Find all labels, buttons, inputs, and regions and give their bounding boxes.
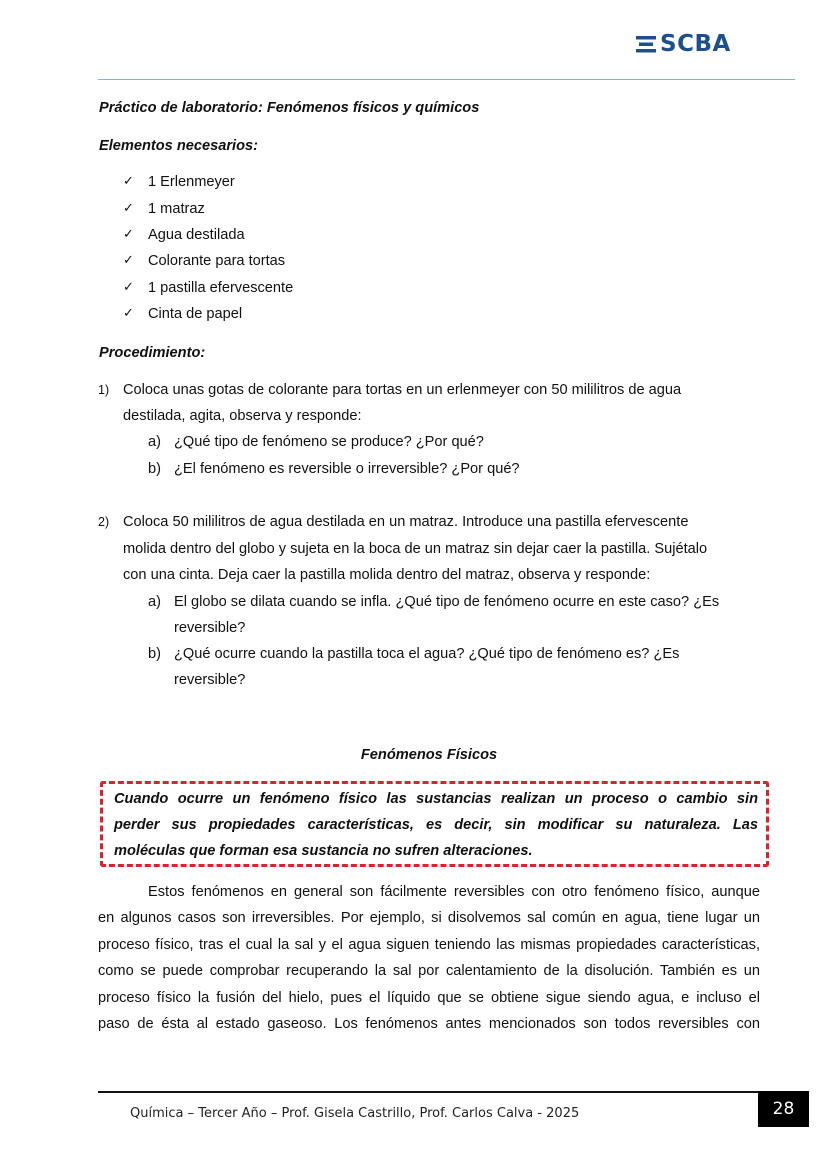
check-icon: ✓: [123, 280, 134, 295]
list-item-label: Cinta de papel: [148, 306, 243, 322]
list-item-label: Colorante para tortas: [148, 253, 286, 269]
check-icon: ✓: [123, 201, 134, 216]
footer-divider: [98, 1091, 758, 1093]
question-text: reversible?: [174, 672, 246, 688]
paragraph-line: como se puede comprobar recuperando la sal por calentamiento de la disolución. También es un: [98, 963, 760, 979]
definition-line: moléculas que forman esa sustancia no sufren alteraciones.: [114, 843, 533, 859]
materials-heading: Elementos necesarios:: [99, 138, 258, 154]
question-label: b): [148, 461, 161, 477]
paragraph-line: paso de ésta al estado gaseoso. Los fenómenos antes mencionados son todos reversibles con: [98, 1016, 760, 1032]
step-number: 1): [98, 383, 110, 397]
list-item-label: 1 pastilla efervescente: [148, 280, 294, 296]
step-text: Coloca 50 mililitros de agua destilada en un matraz. Introduce una pastilla efervescente: [123, 514, 689, 530]
step-number: 2): [98, 515, 110, 529]
question-label: b): [148, 646, 161, 662]
definition-line: Cuando ocurre un fenómeno físico las sustancias realizan un proceso o cambio sin: [114, 791, 758, 807]
list-item-label: 1 Erlenmeyer: [148, 174, 235, 190]
paragraph-line: proceso físico la fusión del hielo, pues el líquido que se obtiene sigue siendo agua, e incluso el: [98, 990, 760, 1006]
definition-line: perder sus propiedades características, es decir, sin modificar su naturaleza. Las: [114, 817, 758, 833]
step-text: destilada, agita, observa y responde:: [123, 408, 362, 424]
step-text: con una cinta. Deja caer la pastilla molida dentro del matraz, observa y responde:: [123, 567, 651, 583]
footer-text: Química – Tercer Año – Prof. Gisela Castrillo, Prof. Carlos Calva - 2025: [130, 1106, 580, 1121]
step-text: Coloca unas gotas de colorante para tortas en un erlenmeyer con 50 mililitros de agua: [123, 382, 682, 398]
check-icon: ✓: [123, 227, 134, 242]
paragraph-line: Estos fenómenos en general son fácilmente reversibles con otro fenómeno físico, aunque: [148, 884, 760, 900]
procedure-heading: Procedimiento:: [99, 345, 206, 361]
step-text: molida dentro del globo y sujeta en la boca de un matraz sin dejar caer la pastilla. Sujétalo: [123, 541, 708, 557]
question-label: a): [148, 594, 161, 610]
header-divider: [98, 79, 795, 80]
check-icon: ✓: [123, 253, 134, 268]
check-icon: ✓: [123, 174, 134, 189]
question-label: a): [148, 434, 161, 450]
question-text: ¿El fenómeno es reversible o irreversible? ¿Por qué?: [174, 461, 520, 477]
section-title: Fenómenos Físicos: [360, 747, 498, 763]
list-item-label: Agua destilada: [148, 227, 245, 243]
list-item-label: 1 matraz: [148, 201, 205, 217]
check-icon: ✓: [123, 306, 134, 321]
question-text: El globo se dilata cuando se infla. ¿Qué tipo de fenómeno ocurre en este caso? ¿Es: [174, 594, 720, 610]
logo-text: SCBA: [660, 31, 731, 57]
page-number-label: 28: [772, 1099, 795, 1119]
paragraph-line: en algunos casos son irreversibles. Por ejemplo, si disolvemos sal común en agua, tiene lugar un: [98, 910, 760, 926]
question-text: ¿Qué tipo de fenómeno se produce? ¿Por qué?: [174, 434, 484, 450]
stacked-lines-icon: [636, 33, 658, 55]
page-title: Práctico de laboratorio: Fenómenos físicos y químicos: [99, 100, 480, 116]
page-number: [758, 1091, 809, 1127]
question-text: ¿Qué ocurre cuando la pastilla toca el agua? ¿Qué tipo de fenómeno es? ¿Es: [174, 646, 680, 662]
scba-logo: [636, 30, 731, 58]
paragraph-line: proceso físico, tras el cual la sal y el agua siguen teniendo las mismas propiedades características,: [98, 937, 760, 953]
question-text: reversible?: [174, 620, 246, 636]
